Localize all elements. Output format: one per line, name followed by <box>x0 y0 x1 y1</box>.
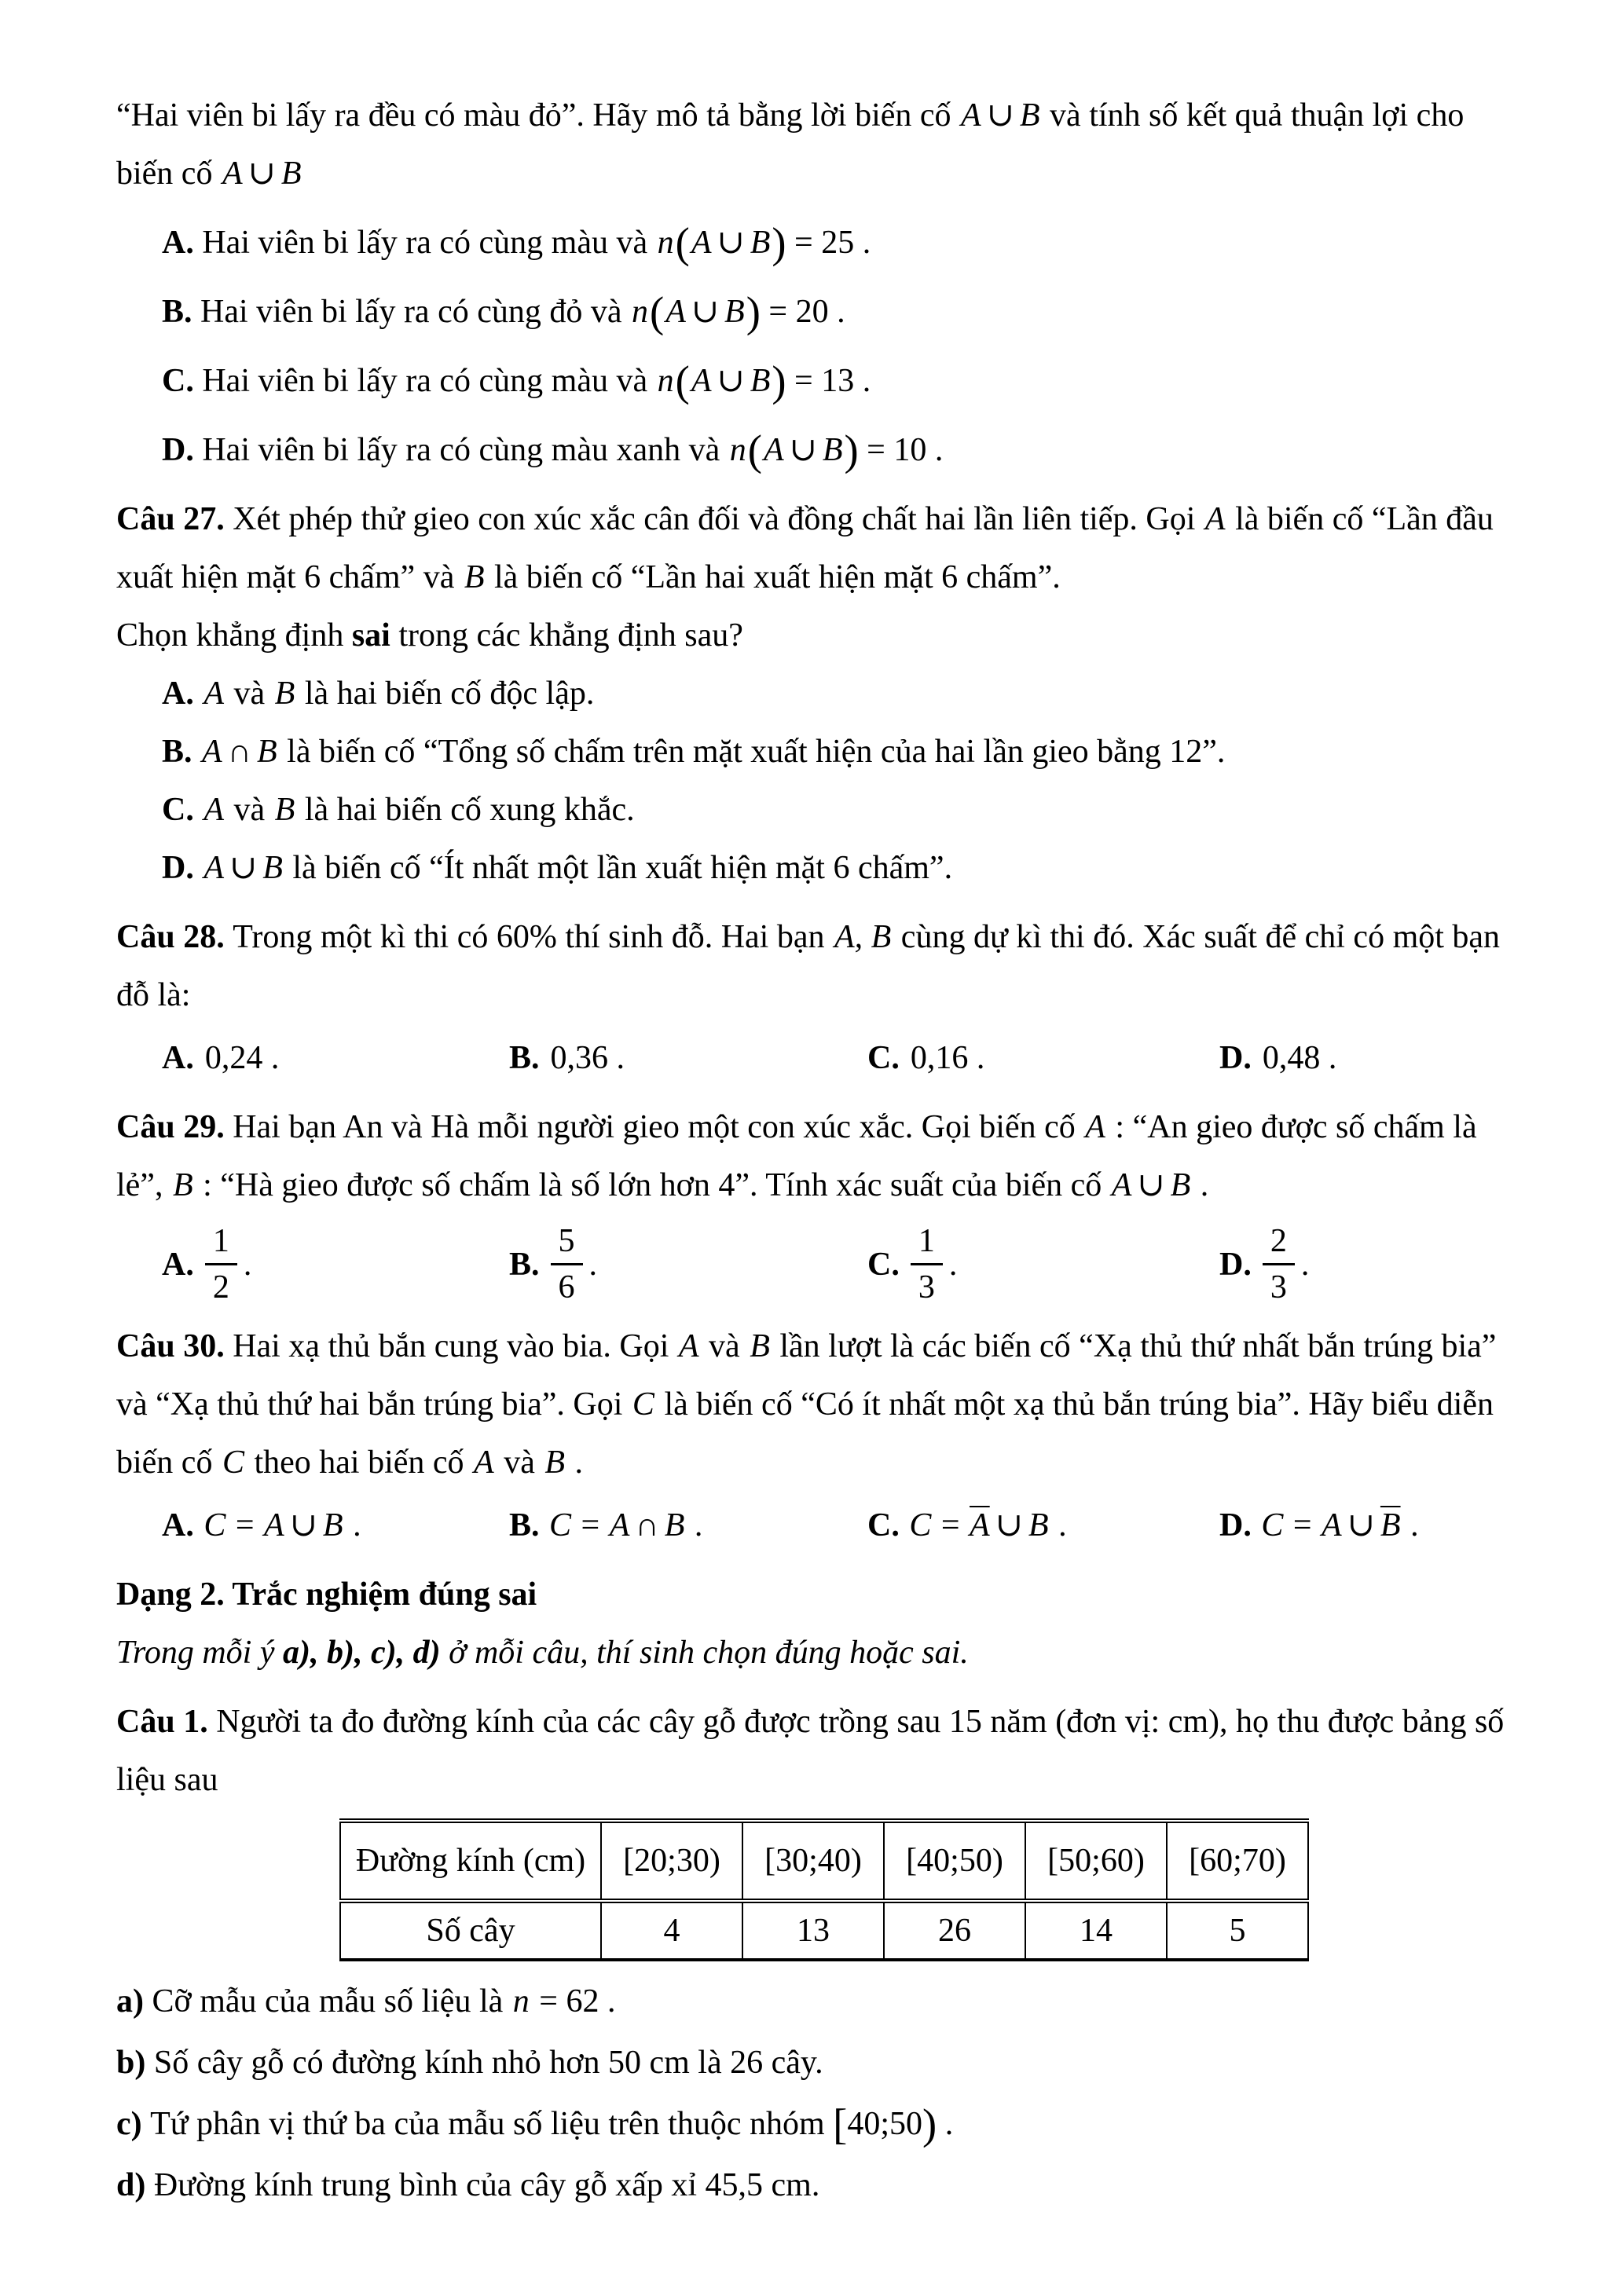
text-run: [ <box>833 2100 848 2148</box>
text-run: Hai xạ thủ bắn cung vào bia. Gọi <box>233 1328 677 1364</box>
math-run: n <box>729 432 746 468</box>
math-run: n <box>512 1983 530 2020</box>
text-run: và <box>225 792 273 828</box>
math-run: n <box>657 225 674 261</box>
text-run: ) <box>772 357 786 405</box>
math-run: A <box>264 1507 284 1543</box>
text-run: c) <box>116 2106 151 2142</box>
diameter-frequency-table <box>339 1818 1309 1961</box>
text-run: = <box>933 1507 969 1543</box>
question-26-stem-line-1 <box>116 86 1536 145</box>
text-run: D. <box>162 850 203 886</box>
math-run: B <box>664 1507 685 1543</box>
text-run: và “Xạ thủ thứ hai bắn trúng bia”. Gọi <box>116 1386 631 1423</box>
math-run: C <box>1261 1507 1284 1543</box>
text-run: là biến cố “Tổng số chấm trên mặt xuất hiện của hai lần gieo bằng 12”. <box>278 734 1226 770</box>
text-run: ∪ <box>1347 1507 1375 1543</box>
text-run: ) <box>922 2100 937 2148</box>
text-run: đỗ là: <box>116 977 191 1013</box>
text-run: ∪ <box>995 1507 1023 1543</box>
text-run: C. <box>162 792 203 828</box>
math-run: A <box>203 676 224 712</box>
text-run: . <box>937 2106 954 2142</box>
table-count-3: 26 <box>884 1901 1025 1960</box>
math-run: n <box>657 363 674 399</box>
option-value: 0,48 . <box>1262 1040 1337 1076</box>
text-run: 40;50 <box>847 2106 922 2142</box>
text-run: xuất hiện mặt 6 chấm” và <box>116 559 463 595</box>
text-run: là biến cố “Lần hai xuất hiện mặt 6 chấm”. <box>486 559 1061 595</box>
text-run: D. <box>162 432 203 468</box>
question-30-stem-line-2 <box>116 1375 1536 1434</box>
table-header-interval-2: [30;40) <box>742 1821 884 1901</box>
question-30-stem-line-1 <box>116 1317 1536 1375</box>
text-run: Dạng 2. Trắc nghiệm đúng sai <box>116 1576 537 1613</box>
fraction <box>1263 1222 1295 1306</box>
text-run: ∪ <box>789 432 817 468</box>
math-run: A <box>678 1328 699 1364</box>
text-run: A. <box>162 225 203 261</box>
text-run: . <box>686 1507 703 1543</box>
text-run: ∪ <box>691 294 720 330</box>
question-28-options-row <box>116 1029 1536 1087</box>
text-run: “Hai viên bi lấy ra đều có màu đỏ”. Hãy mô tả bằng lời biến cố <box>116 97 960 134</box>
text-run: ) <box>772 218 786 267</box>
question-29-options-row <box>116 1222 1536 1306</box>
text-run: Câu 29. <box>116 1109 233 1145</box>
text-run: ( <box>747 426 762 474</box>
math-run: C <box>203 1507 226 1543</box>
text-run: : “An gieo được số chấm là <box>1106 1109 1477 1145</box>
math-run: A <box>691 363 712 399</box>
question-30-options-row <box>116 1496 1536 1554</box>
question-29-option-c <box>867 1222 1219 1306</box>
text-run: . <box>344 1507 361 1543</box>
math-run: B <box>464 559 485 595</box>
text-run: Hai bạn An và Hà mỗi người gieo một con xúc xắc. Gọi biến cố <box>233 1109 1084 1145</box>
text-run: ∪ <box>289 1507 317 1543</box>
text-run: ∪ <box>247 156 276 192</box>
text-run: C. <box>162 363 203 399</box>
question-1-statement-a <box>116 1972 1536 2031</box>
text-run: Hai viên bi lấy ra có cùng đỏ và <box>200 294 630 330</box>
text-run: = <box>573 1507 608 1543</box>
text-run: là hai biến cố độc lập. <box>296 676 595 712</box>
text-run: biến cố <box>116 156 221 192</box>
text-run: liệu sau <box>116 1762 218 1798</box>
table-count-1: 4 <box>601 1901 742 1960</box>
text-run: ∩ <box>227 734 252 770</box>
question-27-option-d <box>116 839 1536 897</box>
table-header-row <box>340 1821 1308 1901</box>
text-run: trong các khẳng định sau? <box>390 617 743 654</box>
text-run: là biến cố “Có ít nhất một xạ thủ bắn trúng bia”. Hãy biểu diễn <box>655 1386 1494 1423</box>
question-27-stem-line-1 <box>116 490 1536 548</box>
text-run: ∩ <box>635 1507 659 1543</box>
table-count-4: 14 <box>1025 1901 1167 1960</box>
fraction-denominator: 3 <box>918 1269 935 1305</box>
text-run: cùng dự kì thi đó. Xác suất để chỉ có một bạn <box>893 919 1501 955</box>
table-count-2: 13 <box>742 1901 884 1960</box>
math-run: C <box>632 1386 654 1423</box>
option-suffix: . <box>1300 1246 1310 1283</box>
option-suffix: . <box>588 1246 598 1283</box>
math-run: n <box>632 294 648 330</box>
option-letter: A. <box>162 1246 194 1283</box>
text-run: = <box>1285 1507 1321 1543</box>
math-run: B <box>1028 1507 1049 1543</box>
text-run: Chọn khẳng định <box>116 617 352 654</box>
option-letter: D. <box>1219 1040 1252 1076</box>
question-29-option-d <box>1219 1222 1536 1306</box>
question-27-stem-line-2 <box>116 548 1536 606</box>
fraction-numerator: 5 <box>551 1222 583 1265</box>
option-letter: C. <box>867 1040 900 1076</box>
text-run: ∪ <box>717 225 745 261</box>
table-count-5: 5 <box>1167 1901 1308 1960</box>
math-run: B <box>1019 97 1040 134</box>
math-run: B <box>750 363 771 399</box>
question-1-statement-c <box>116 2095 1536 2153</box>
text-run: a) <box>116 1983 152 2020</box>
text-run: Câu 1. <box>116 1704 217 1740</box>
text-run: ∪ <box>229 850 258 886</box>
option-suffix: . <box>243 1246 252 1283</box>
text-run: Tứ phân vị thứ ba của mẫu số liệu trên thuộc nhóm <box>150 2106 834 2142</box>
text-run: Trong mỗi ý <box>116 1635 283 1671</box>
text-run: : “Hà gieo được số chấm là số lớn hơn 4”. Tính xác suất của biến cố <box>194 1167 1110 1203</box>
text-run: là hai biến cố xung khắc. <box>296 792 635 828</box>
math-run: A, B <box>834 919 892 955</box>
text-run: ) <box>746 287 761 336</box>
text-run: Câu 27. <box>116 501 233 537</box>
text-run: ∪ <box>1137 1167 1165 1203</box>
math-run: $\overline{B}$ <box>1380 1507 1401 1543</box>
text-run: A. <box>162 676 203 712</box>
text-run: . <box>1402 1507 1419 1543</box>
text-run: . <box>566 1445 584 1481</box>
text-run: Số cây gỗ có đường kính nhỏ hơn 50 cm là 26 cây. <box>153 2045 823 2081</box>
text-run: Xét phép thử gieo con xúc xắc cân đối và đồng chất hai lần liên tiếp. Gọi <box>233 501 1204 537</box>
math-run: A <box>665 294 686 330</box>
text-run: Người ta đo đường kính của các cây gỗ được trồng sau 15 năm (đơn vị: cm), họ thu được bảng số <box>216 1704 1505 1740</box>
text-run: Câu 28. <box>116 919 233 955</box>
fraction-denominator: 6 <box>558 1269 575 1305</box>
question-30-option-a <box>162 1496 509 1554</box>
table-header-diameter: Đường kính (cm) <box>340 1821 601 1901</box>
text-run: và <box>225 676 273 712</box>
text-run: ( <box>675 218 690 267</box>
text-run: ở mỗi câu, thí sinh chọn đúng hoặc sai. <box>440 1635 969 1671</box>
text-run: = 25 . <box>786 225 871 261</box>
question-28-option-c <box>867 1029 1219 1087</box>
math-run: B <box>322 1507 343 1543</box>
option-value: 0,36 . <box>550 1040 625 1076</box>
text-run: B. <box>162 294 201 330</box>
math-run: B <box>274 676 295 712</box>
math-run: A <box>202 734 222 770</box>
text-run: Trong một kì thi có 60% thí sinh đỗ. Hai bạn <box>233 919 833 955</box>
math-run: B <box>257 734 277 770</box>
text-run: = 13 . <box>786 363 871 399</box>
math-run: B <box>544 1445 566 1481</box>
math-run: A <box>1111 1167 1132 1203</box>
math-run: A <box>1322 1507 1342 1543</box>
text-run: d) <box>116 2167 154 2203</box>
question-30-option-b <box>509 1496 867 1554</box>
math-run: B <box>1170 1167 1191 1203</box>
math-run: B <box>724 294 745 330</box>
math-run: A <box>691 225 712 261</box>
math-run: B <box>750 225 771 261</box>
question-27-option-b <box>116 723 1536 781</box>
option-letter: B. <box>509 1246 540 1283</box>
table-header-interval-1: [20;30) <box>601 1821 742 1901</box>
text-run: sai <box>351 617 390 654</box>
question-29-option-b <box>509 1222 867 1306</box>
text-run: B. <box>162 734 201 770</box>
question-28-option-d <box>1219 1029 1536 1087</box>
text-run: . <box>1192 1167 1209 1203</box>
option-letter: C. <box>867 1246 900 1283</box>
text-run: theo hai biến cố <box>245 1445 473 1481</box>
question-30-option-c <box>867 1496 1219 1554</box>
question-29-option-a <box>162 1222 509 1306</box>
question-27-option-c <box>116 781 1536 839</box>
table-header-interval-4: [50;60) <box>1025 1821 1167 1901</box>
question-26-option-b <box>116 283 1536 341</box>
question-1-statement-b <box>116 2034 1536 2092</box>
option-suffix: . <box>948 1246 958 1283</box>
math-run: A <box>961 97 981 134</box>
question-28-stem-line-1 <box>116 908 1536 966</box>
text-run: là biến cố “Lần đầu <box>1226 501 1494 537</box>
fraction-denominator: 3 <box>1270 1269 1287 1305</box>
text-run: lần lượt là các biến cố “Xạ thủ thứ nhất bắn trúng bia” <box>771 1328 1497 1364</box>
question-28-stem-line-2 <box>116 966 1536 1024</box>
text-run: biến cố <box>116 1445 221 1481</box>
text-run: lẻ”, <box>116 1167 171 1203</box>
text-run: B. <box>509 1507 548 1543</box>
question-1-stem-line-1 <box>116 1693 1536 1751</box>
text-run: ( <box>650 287 665 336</box>
math-run: A <box>203 792 224 828</box>
question-29-stem-line-2 <box>116 1156 1536 1214</box>
question-30-stem-line-3 <box>116 1434 1536 1492</box>
math-run: A <box>203 850 224 886</box>
question-27-option-a <box>116 665 1536 723</box>
text-run: và <box>700 1328 749 1364</box>
question-26-option-d <box>116 421 1536 479</box>
text-run: ( <box>675 357 690 405</box>
question-1-statement-d <box>116 2156 1536 2214</box>
text-run: ∪ <box>717 363 745 399</box>
option-value: 0,16 . <box>910 1040 985 1076</box>
text-run: = 20 . <box>760 294 845 330</box>
math-run: C <box>909 1507 932 1543</box>
fraction <box>551 1222 583 1306</box>
fraction <box>911 1222 943 1306</box>
option-letter: D. <box>1219 1246 1252 1283</box>
fraction <box>205 1222 237 1306</box>
text-run: Hai viên bi lấy ra có cùng màu và <box>202 225 656 261</box>
fraction-numerator: 1 <box>205 1222 237 1265</box>
question-29-stem-line-1 <box>116 1098 1536 1156</box>
text-run: Đường kính trung bình của cây gỗ xấp xỉ 45,5 cm. <box>153 2167 820 2203</box>
math-run: C <box>549 1507 572 1543</box>
text-run: = 10 . <box>858 432 944 468</box>
text-run: A. <box>162 1507 203 1543</box>
question-28-option-a <box>162 1029 509 1087</box>
option-letter: A. <box>162 1040 194 1076</box>
text-run: và tính số kết quả thuận lợi cho <box>1041 97 1465 134</box>
text-run: ∪ <box>986 97 1014 134</box>
question-26-stem-line-2 <box>116 145 1536 203</box>
math-run: B <box>274 792 295 828</box>
text-run: và <box>495 1445 544 1481</box>
text-run: ) <box>844 426 859 474</box>
math-run: A <box>474 1445 494 1481</box>
text-run: là biến cố “Ít nhất một lần xuất hiện mặt 6 chấm”. <box>284 850 953 886</box>
section-2-heading <box>116 1565 1536 1624</box>
text-run: D. <box>1219 1507 1260 1543</box>
question-26-option-a <box>116 214 1536 272</box>
text-run: Hai viên bi lấy ra có cùng màu và <box>202 363 656 399</box>
text-run: = <box>227 1507 263 1543</box>
section-2-instruction <box>116 1624 1536 1682</box>
math-run: A <box>609 1507 630 1543</box>
math-run: B <box>172 1167 193 1203</box>
math-run: B <box>750 1328 770 1364</box>
text-run: Cỡ mẫu của mẫu số liệu là <box>152 1983 511 2020</box>
text-run: . <box>1050 1507 1067 1543</box>
question-27-stem-line-3 <box>116 606 1536 665</box>
text-run: = 62 . <box>530 1983 616 2020</box>
text-run: C. <box>867 1507 908 1543</box>
math-run: A <box>222 156 243 192</box>
text-run: Hai viên bi lấy ra có cùng màu xanh và <box>202 432 728 468</box>
question-30-option-d <box>1219 1496 1536 1554</box>
math-run: A <box>1085 1109 1105 1145</box>
fraction-denominator: 2 <box>212 1269 229 1305</box>
math-run: A <box>1204 501 1226 537</box>
option-letter: B. <box>509 1040 540 1076</box>
text-run: b) <box>116 2045 154 2081</box>
question-26-option-c <box>116 352 1536 410</box>
math-run: B <box>262 850 283 886</box>
question-1-stem-line-2 <box>116 1751 1536 1809</box>
math-run: B <box>280 156 302 192</box>
math-run: $\overline{A}$ <box>970 1507 990 1543</box>
option-value: 0,24 . <box>204 1040 280 1076</box>
table-header-interval-3: [40;50) <box>884 1821 1025 1901</box>
question-28-option-b <box>509 1029 867 1087</box>
text-run: Câu 30. <box>116 1328 233 1364</box>
math-run: B <box>822 432 843 468</box>
table-row-label: Số cây <box>340 1901 601 1960</box>
table-header-interval-5: [60;70) <box>1167 1821 1308 1901</box>
table-data-row <box>340 1901 1308 1960</box>
math-run: C <box>222 1445 244 1481</box>
math-run: A <box>763 432 784 468</box>
text-run: a), b), c), d) <box>282 1635 441 1671</box>
fraction-numerator: 2 <box>1263 1222 1295 1265</box>
fraction-numerator: 1 <box>911 1222 943 1265</box>
